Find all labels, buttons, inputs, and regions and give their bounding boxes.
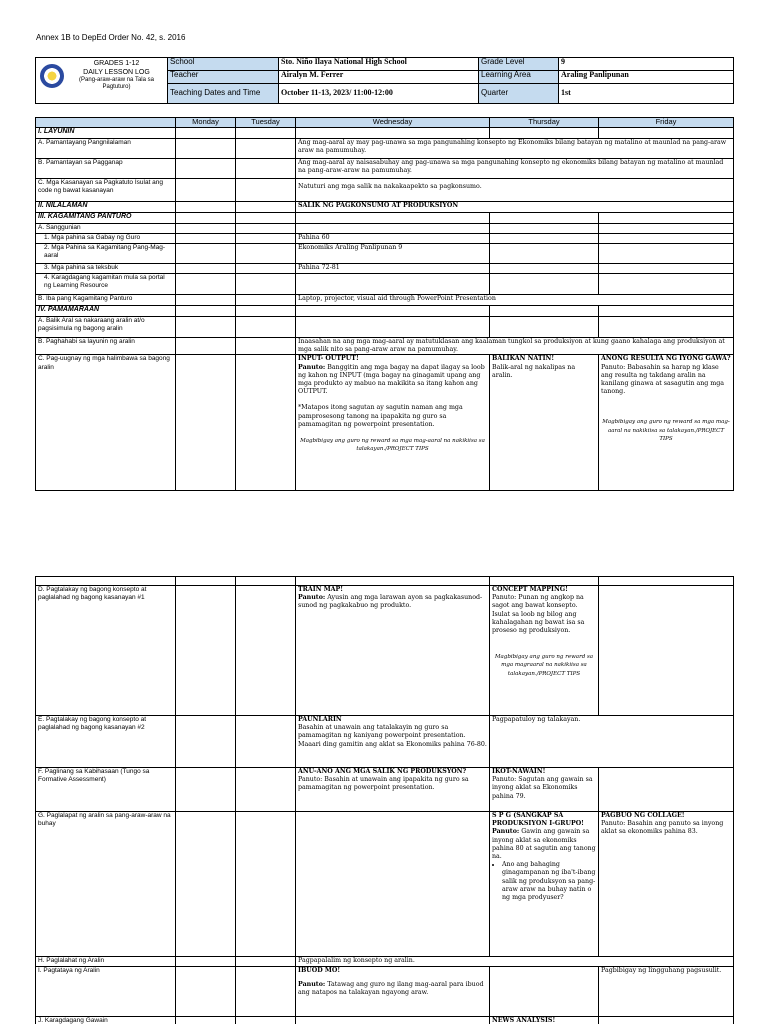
fri-g-text: Panuto: Basahin ang panuto sa inyong aklat sa ekonomiks pahina 83. xyxy=(601,820,724,836)
section-kagamitan: III. KAGAMITANG PANTURO xyxy=(36,213,176,224)
row-label-j: J. Karagdagang Gawain xyxy=(36,1017,176,1024)
thu-d-text: Panuto: Punan ng angkop na sagot ang bawat konsepto. Isulat sa loob ng bilog ang kahalagahan ng bawat isa sa proseso ng produksiyon. xyxy=(492,594,585,635)
row-label-paghahabi: B. Paghahabi sa layunin ng aralin xyxy=(36,338,176,355)
dates-value: October 11-13, 2023/ 11:00-12:00 xyxy=(279,84,479,104)
thu-f-title: IKOT-NAWAIN! xyxy=(492,768,546,775)
row-label-s2: 2. Mga Pahina sa Kagamitang Pang-Mag-aaral xyxy=(36,244,176,264)
row-c-text: Natuturi ang mga salik na nakakaapekto sa pagkonsumo. xyxy=(296,179,734,202)
quarter-label: Quarter xyxy=(479,84,559,104)
s3-text: Pahina 72-81 xyxy=(296,264,490,274)
quarter-value: 1st xyxy=(559,84,734,104)
grade-value: 9 xyxy=(559,58,734,71)
wed-d-panuto: Panuto: xyxy=(298,594,326,602)
thu-j-title: NEWS ANALYSIS! xyxy=(490,1017,599,1024)
row-label-s3: 3. Mga pahina sa teksbuk xyxy=(36,264,176,274)
wed-c-title: INPUT- OUTPUT! xyxy=(298,355,359,363)
day-friday: Friday xyxy=(599,118,734,128)
row-label-c: C. Mga Kasanayan sa Pagkatuto Isulat ang code ng bawat kasanayan xyxy=(36,179,176,202)
thu-d-note: Magbibigay ang guro ng reward sa mga magraaral na nakikiisa sa talakayan./PROJECT TIPS xyxy=(494,654,594,677)
thu-g-text: Gawin ang gawain sa inyong aklat sa ekonomiks pahina 80 at sagutin ang tanong na. xyxy=(492,828,596,861)
day-thursday: Thursday xyxy=(490,118,599,128)
thu-g-panuto: Panuto: xyxy=(492,828,520,836)
wed-c-note: Magbibigay ang guro ng reward sa mga mag-aaral na nakikiisa sa talakayan./PROJECT TIPS xyxy=(300,438,485,453)
row-label-h: H. Paglalahat ng Aralin xyxy=(36,957,176,967)
thu-d-title: CONCEPT MAPPING! xyxy=(492,586,568,593)
area-value: Araling Panlipunan xyxy=(559,71,734,84)
thu-c-text: Balik-aral ng nakalipas na aralin. xyxy=(492,363,576,379)
s2-text: Ekonomiks Araling Panlipunan 9 xyxy=(296,244,490,264)
paghahabi-text: Inaasahan na ang mga mag-aaral ay matutuklasan ang kaalaman tungkol sa produksiyon at kung gaano kahalaga ang produksiyon at mga salik nito sa pang-araw araw na pamumuhay. xyxy=(296,338,734,355)
annex-label: Annex 1B to DepEd Order No. 42, s. 2016 xyxy=(36,33,186,42)
wed-f-text: Panuto: Basahin at unawain ang ipapakita ng guro sa pamamagitan ng powerpoint presentation. xyxy=(298,776,469,792)
row-label-s1: 1. Mga pahina sa Gabay ng Guro xyxy=(36,234,176,244)
day-monday: Monday xyxy=(176,118,236,128)
fri-g-title: PAGBUO NG COLLAGE! xyxy=(601,812,685,819)
thu-c-title: BALIKAN NATIN! xyxy=(492,355,555,363)
lesson-table-1 xyxy=(35,117,734,491)
fri-c-note: Magbibigay ang guro ng reward sa mga mag-aaral na nakikiisa sa talakayan./PROJECT TIPS xyxy=(602,419,730,442)
wed-i-title: IBUOD MO! xyxy=(298,967,341,974)
row-label-g: G. Paglalapat ng aralin sa pang-araw-araw na buhay xyxy=(36,812,176,957)
wed-d-text: Ayusin ang mga larawan ayon sa pagkakasunod-sunod ng pagkakabuo ng produkto. xyxy=(298,594,483,610)
lesson-table-2 xyxy=(35,576,734,1024)
row-label-b: B. Pamantayan sa Pagganap xyxy=(36,159,176,179)
fri-c-title: ANONG RESULTA NG IYONG GAWA? xyxy=(601,355,731,363)
day-wednesday: Wednesday xyxy=(296,118,490,128)
school-value: Sto. Niño Ilaya National High School xyxy=(279,58,479,71)
section-nilalaman: II. NILALAMAN xyxy=(36,202,176,213)
day-tuesday: Tuesday xyxy=(236,118,296,128)
school-label: School xyxy=(168,58,279,71)
wed-e-text: Basahin at unawain ang tatalakayin ng guro sa pamamagitan ng kaniyang powerpoint presentation. Maaari ding gamitin ang aklat sa Ekonomiks pahina 76-80. xyxy=(298,724,487,748)
section-pamamaraan: IV. PAMAMARAAN xyxy=(36,306,176,317)
fri-c-text: Panuto: Babasahin sa harap ng klase ang resulta ng takdang aralin na kanilang ginawa at sasagutin ang mga tanong. xyxy=(601,363,725,396)
wed-c-text: Banggitin ang mga bagay na dapat ilagay sa loob ng kahon ng INPUT (mga bagay na ginagamit upang ang mga produkto ay mabuo na makikita sa itang kahon ang OUTPUT. xyxy=(298,363,485,396)
teacher-value: Airalyn M. Ferrer xyxy=(279,71,479,84)
section-layunin: I. LAYUNIN xyxy=(36,128,176,139)
wed-c-panuto: Panuto: xyxy=(298,363,326,371)
nilalaman-text: SALIK NG PAGKONSUMO AT PRODUKSIYON xyxy=(296,202,734,213)
thu-g-bullet: • Ano ang bahaging ginagampanan ng iba't-ibang salik ng produksyon sa pang-araw araw na buhay natin o ng mga prodyuser? xyxy=(502,861,596,902)
wed-i-panuto: Panuto: xyxy=(298,981,326,989)
teacher-label: Teacher xyxy=(168,71,279,84)
row-label-d: D. Pagtalakay ng bagong konsepto at paglalahad ng bagong kasanayan #1 xyxy=(36,586,176,716)
row-label-a: A. Pamantayang Pangnilalaman xyxy=(36,139,176,159)
thu-e-text: Pagpapatuloy ng talakayan. xyxy=(490,716,734,768)
row-b-text: Ang mag-aaral ay naisasabuhay ang pag-unawa sa mga pangunahing konsepto ng ekonomiks bilang batayan ng matalino at maunlad na pang-araw-araw na pamumuhay. xyxy=(296,159,734,179)
s1-text: Pahina 60 xyxy=(296,234,490,244)
wed-f-title: ANU-ANO ANG MGA SALIK NG PRODUKSYON? xyxy=(298,768,467,775)
thu-g-title: S P G (SANGKAP SA PRODUKSIYON I-GRUPO! xyxy=(492,812,584,828)
wed-i-text: Tatawag ang guro ng ilang mag-aaral para ibuod ang natapos na talakayan ngayong araw. xyxy=(298,981,484,997)
row-label-sanggunian: A. Sanggunian xyxy=(36,224,176,234)
dll-sub-label: (Pang-araw-araw na Tala sa Pagtuturo) xyxy=(79,77,154,90)
grade-label: Grade Level xyxy=(479,58,559,71)
iba-text: Laptop, projector, visual aid through PowerPoint Presentation xyxy=(296,295,734,306)
row-label-iba: B. Iba pang Kagamitang Panturo xyxy=(36,295,176,306)
header-logo-cell xyxy=(36,58,168,104)
header-table xyxy=(35,57,734,104)
wed-e-title: PAUNLARIN xyxy=(298,716,342,723)
row-label-e: E. Pagtalakay ng bagong konsepto at paglalahad ng bagong kasanayan #2 xyxy=(36,716,176,768)
area-label: Learning Area xyxy=(479,71,559,84)
fri-i-text: Pagbibigay ng lingguhang pagsusulit. xyxy=(599,967,734,1017)
row-label-balik: A. Balik Aral sa nakaraang aralin at/o pagsisimula ng bagong aralin xyxy=(36,317,176,338)
wed-c-text2: *Matapos itong sagutan ay sagutin naman ang mga pamprosesong tanong na ipapakita ng guro sa pamamagitan ng powerpoint presentation. xyxy=(298,404,463,428)
wed-d-title: TRAIN MAP! xyxy=(298,586,344,593)
row-label-f: F. Paglinang sa Kabihasaan (Tungo sa Formative Assessment) xyxy=(36,768,176,812)
dll-label: DAILY LESSON LOG xyxy=(83,69,150,76)
row-a-text: Ang mag-aaral ay may pag-unawa sa mga pangunahing konsepto ng Ekonomiks bilang batayan ng matalino at maunlad na pang-araw araw na pamumuhay. xyxy=(296,139,734,159)
h-text: Pagpapalalim ng konsepto ng aralin. xyxy=(296,957,734,967)
row-label-i: I. Pagtataya ng Aralin xyxy=(36,967,176,1017)
deped-seal-icon xyxy=(40,64,64,88)
thu-f-text: Panuto: Sagutan ang gawain sa inyong aklat sa Ekonomiks pahina 79. xyxy=(492,776,593,800)
blank-header xyxy=(36,118,176,128)
dates-label: Teaching Dates and Time xyxy=(168,84,279,104)
grades-label: GRADES 1-12 xyxy=(93,60,140,67)
row-label-s4: 4. Karagdagang kagamitan mula sa portal ng Learning Resource xyxy=(36,274,176,295)
row-label-pag-uugnay: C. Pag-uugnay ng mga halimbawa sa bagong aralin xyxy=(36,355,176,491)
